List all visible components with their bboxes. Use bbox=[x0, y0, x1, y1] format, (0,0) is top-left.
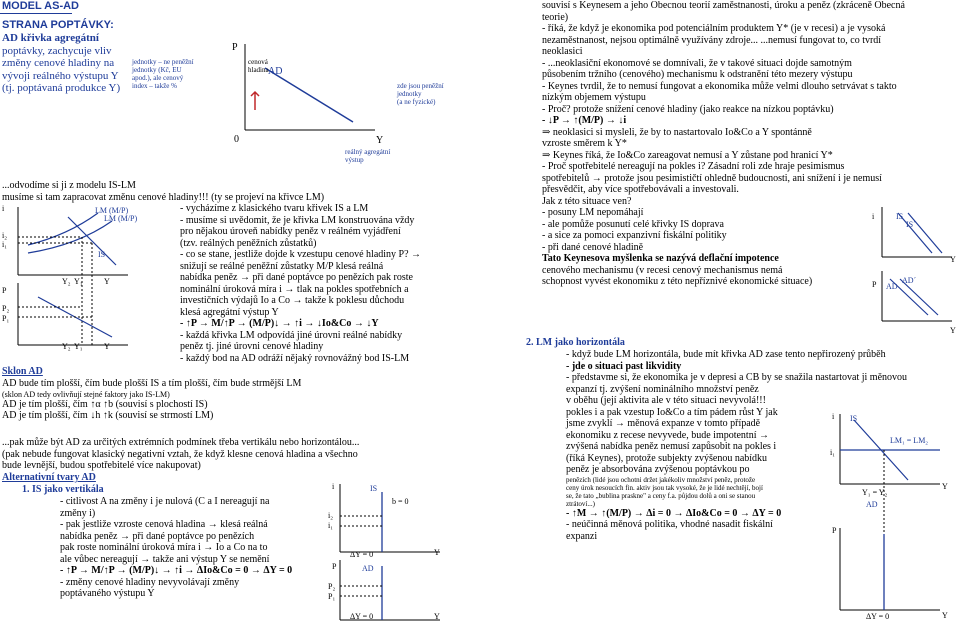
mid-l13: peněz tj. jiné úrovni cenové hladiny bbox=[180, 341, 324, 352]
g3-label-p1: P₁ bbox=[328, 592, 336, 601]
g4-is2-curve bbox=[908, 213, 942, 253]
g5-label-is: IS bbox=[850, 414, 858, 423]
g3-label-dy0: ΔY = 0 bbox=[350, 550, 374, 559]
g4-label-ad: AD bbox=[886, 282, 898, 291]
graph2-islm-chart bbox=[8, 205, 188, 355]
g2-label-yb: Y bbox=[104, 342, 110, 351]
r-l12: ⇒ neoklasici si mysleli, že by to nastartovalo Io&Co a Y spontánně bbox=[542, 126, 812, 138]
g5-label-y2: Y bbox=[942, 611, 948, 620]
r-l6: - ...neoklasiční ekonomové se domnívali, že v takové situaci dojde samotným bbox=[542, 57, 852, 69]
mid-l11: - ↑P → M/↑P → (M/P)↓ → ↑i → ↓Io&Co → ↓Y bbox=[180, 318, 379, 329]
lmh-l6: pokles i a pak vzestup Io&Co a tím pádem růst Y jak bbox=[566, 406, 778, 418]
g5-label-i: i bbox=[832, 412, 835, 421]
mid-l14: - každý bod na AD odráží nějaký rovnovážný bod IS-LM bbox=[180, 352, 410, 364]
section-title-demand: STRANA POPTÁVKY: bbox=[2, 19, 114, 31]
alt-item1: 1. IS jako vertikála bbox=[22, 484, 104, 495]
alt-l3: - pak jestliže vzroste cenová hladina → klesá reálná bbox=[60, 519, 268, 530]
lmh-l17: - neúčinná měnová politika, vhodné nasadit fiskální bbox=[566, 519, 773, 530]
g3-label-i1: i₁ bbox=[328, 521, 334, 530]
extreme-l1: ...pak může být AD za určitých extrémních podmínek třeba vertikálu nebo horizontálou... bbox=[2, 437, 360, 448]
g4-label-i: i bbox=[872, 212, 875, 221]
lmh-l11: peněz je absorbována zvýšenou poptávkou po bbox=[566, 464, 750, 475]
g4-label-ad2: AD´ bbox=[902, 276, 917, 285]
mid-l12: - každá křivka LM odpovídá jiné úrovni reálné nabídky bbox=[180, 329, 403, 341]
lmh-l13: ceny úrok nesoucích fin. aktiv jsou tak vysoké, že je lidé nechtějí, bojí bbox=[566, 483, 763, 492]
g2-label-is: IS bbox=[98, 250, 106, 259]
g3-label-y: Y bbox=[434, 548, 440, 557]
ad-def-l5: (tj. poptávaná produkce Y) bbox=[2, 82, 121, 95]
g1-note-l1: jednotky – ne peněžní bbox=[132, 58, 194, 66]
r-l20: - ale pomůže posunutí celé křivky IS doprava bbox=[542, 218, 724, 230]
g2-label-y2b: Y₂ bbox=[62, 342, 71, 351]
g1-label-p: P bbox=[232, 42, 238, 53]
g5-label-dy0: ΔY = 0 bbox=[866, 612, 890, 621]
lmh-l4: expanzí tj. zvýšení nominálního množství peněz bbox=[566, 383, 759, 395]
lmh-item2: 2. LM jako horizontála bbox=[526, 337, 625, 348]
ad-def-l1: AD křivka agregátní bbox=[2, 32, 99, 44]
g2-label-i1: i₁ bbox=[2, 240, 8, 249]
g1-y-note bbox=[345, 148, 390, 164]
r-l8: - Keynes tvrdil, že to nemusí fungovat a ekonomika může velmi dlouho setrvávat s takto bbox=[542, 80, 897, 92]
ad-definition bbox=[2, 32, 120, 95]
mid-l8: nominální úroková míra i → tlak na pokles spotřebních a bbox=[180, 283, 409, 295]
r-l5: neoklasici bbox=[542, 46, 583, 57]
g1-p-note-l2: hladina bbox=[248, 66, 269, 74]
r-l19: - posuny LM nepomáhají bbox=[542, 207, 644, 218]
alt-l2: změny i) bbox=[60, 507, 96, 519]
g4-label-is2: IS´ bbox=[906, 220, 916, 229]
g2-label-y: Y bbox=[104, 277, 110, 286]
mid-l3: pro nějakou úroveň nabídky peněz v reálném vyjádření bbox=[180, 226, 401, 237]
r-l1: souvisí s Keynesem a jeho Obecnou teorií zaměstnanosti, úroku a peněz (zkráceně Obecná bbox=[542, 0, 905, 11]
g4-label-y: Y bbox=[950, 255, 956, 264]
r-l14: ⇒ Keynes říká, že Io&Co zareagovat nemusí a Y zůstane pod hranicí Y* bbox=[542, 149, 833, 161]
g2-label-p2: P₂ bbox=[2, 304, 10, 313]
extreme-l3: bude levnější, budou spotřebitelé více nakupovat) bbox=[2, 460, 201, 471]
sklon-l2: (sklon AD tedy ovlivňují stejné faktory jako IS-LM) bbox=[2, 389, 170, 399]
g1-y-note-l2: výstup bbox=[345, 156, 364, 164]
mid-l4: (tzv. reálných peněžních zůstatků) bbox=[180, 237, 317, 249]
lmh-l7: jsme zvyklí → měnová expanze v tomto případě bbox=[566, 418, 761, 429]
alt-l6: ale vůbec nereagují → takže ani výstup Y se nemění bbox=[60, 553, 270, 565]
g1-label-ad: AD bbox=[268, 66, 283, 77]
r-l15: - Proč spotřebitelé nereagují na pokles i? Zásadní roli zde hraje pesimismus bbox=[542, 161, 845, 172]
graph1-note-left bbox=[132, 58, 194, 90]
g2-label-i2: i₂ bbox=[2, 231, 8, 240]
g1-red-arrow-icon bbox=[251, 92, 259, 110]
g2-label-y2: Y₂ bbox=[62, 277, 71, 286]
g2-label-lm1: LM (M/P) bbox=[95, 206, 129, 215]
g1-p-note bbox=[248, 58, 269, 74]
g1-label-origin: 0 bbox=[234, 134, 239, 145]
g1-y-note-l1: reálný agregátní bbox=[345, 148, 391, 156]
g2-lm-curve-1 bbox=[28, 213, 98, 245]
sklon-heading: Sklon AD bbox=[2, 366, 43, 377]
g1-note-l4: index – takže % bbox=[132, 82, 177, 90]
lmh-l2: - jde o situaci past likvidity bbox=[566, 360, 682, 372]
page-title: MODEL AS-AD bbox=[2, 0, 79, 12]
r-l9: nízkým objemem výstupu bbox=[542, 92, 646, 103]
sklon-l3: AD je tím plošší, čím ↑α ↑b (souvisí s plochostí IS) bbox=[2, 398, 208, 410]
g3-label-p2: P₂ bbox=[328, 582, 336, 591]
ad-def-l2: poptávky, zachycuje vliv bbox=[2, 44, 112, 57]
g1-note-l3: apod.), ale cenový bbox=[132, 74, 184, 82]
alt-text bbox=[60, 496, 292, 600]
r-l25: schopnost vyvést ekonomiku z této nepříznivé ekonomické situace) bbox=[542, 276, 813, 287]
r-l13: vzroste směrem k Y* bbox=[542, 138, 627, 149]
mid-l10: klesá agregátní výstup Y bbox=[180, 306, 279, 318]
islm-explanation bbox=[180, 203, 421, 364]
alt-l4: nabídka peněz → při dané poptávce po penězích bbox=[60, 530, 255, 542]
ad-def-l3: změny cenové hladiny na bbox=[2, 57, 115, 70]
lmh-l14: se, že tato „bublina praskne" a ceny f.a. půjdou dolů a oni se stanou bbox=[566, 491, 756, 500]
extreme-l2: (pak nebude fungovat klasický negativní vztah, že když klesne cenová hladina a všechno bbox=[2, 448, 358, 460]
g3-label-is: IS bbox=[370, 484, 378, 493]
g3-label-i2: i₂ bbox=[328, 511, 334, 520]
g3-label-p: P bbox=[332, 562, 337, 571]
g5-label-y12: Y₁ = Y₂ bbox=[862, 488, 888, 497]
alt-l8: - změny cenové hladiny nevyvolávají změny bbox=[60, 576, 240, 588]
alt-l7: - ↑P → M/↑P → (M/P)↓ → ↑i → ΔIo&Co = 0 → ΔY = 0 bbox=[60, 565, 293, 576]
g4-label-is: IS bbox=[896, 212, 904, 221]
g2-label-y1b: Y₁ bbox=[74, 342, 83, 351]
g3-label-y2: Y bbox=[434, 612, 440, 621]
lmh-l16: - ↑M → ↑(M/P) → Δi = 0 → ΔIo&Co = 0 → ΔY = 0 bbox=[566, 507, 782, 519]
r-l21: - a sice za pomoci expanzivní fiskální politiky bbox=[542, 230, 727, 241]
g2-label-p: P bbox=[2, 286, 7, 295]
g5-label-p: P bbox=[832, 526, 837, 535]
sklon-l1: AD bude tím plošší, čím bude plošší IS a tím plošší, čím bude strmější LM bbox=[2, 378, 302, 389]
r-l18: Jak z této situace ven? bbox=[542, 195, 632, 207]
r-l11: - ↓P → ↑(M/P) → ↓i bbox=[542, 115, 627, 126]
g1-note-r3: (a ne fyzické) bbox=[397, 98, 436, 106]
lmh-l1: - když bude LM horizontála, bude mít křivka AD zase tento nepřirozený průběh bbox=[566, 349, 886, 360]
lmh-l12: penězích (lidé jsou ochotni držet jakékoliv množství peněz, protože bbox=[566, 475, 756, 484]
mid-l5: - co se stane, jestliže dojde k vzestupu cenové hladiny P? → bbox=[180, 249, 422, 260]
r-l7: působením tržního (cenového) mechanismu k odstranění této mezery výstupu bbox=[542, 69, 853, 80]
g2-label-lm2: LM (M/P) bbox=[104, 214, 138, 223]
lmh-l10: (říká Keynes), protože subjekty zvýšenou nabídku bbox=[566, 452, 768, 464]
lmh-l9: zvýšená nabídka peněz nemusí zapůsobit na pokles i bbox=[566, 441, 777, 452]
lmh-l5: v oběhu (její aktivita ale v této situaci nevyvolá!!! bbox=[566, 395, 766, 406]
g3-label-ad: AD bbox=[362, 564, 374, 573]
g4-label-y2: Y bbox=[950, 326, 956, 335]
r-l3: - říká, že když je ekonomika pod potenciálním produktem Y* (je v recesi) a je vysoká bbox=[542, 23, 886, 34]
keynes-text bbox=[542, 0, 905, 288]
g2-label-i: i bbox=[2, 204, 5, 213]
extreme-text bbox=[2, 437, 359, 472]
mid-l7: nabídka peněz → při dané poptávce po penězích pak roste bbox=[180, 272, 413, 283]
g5-label-y: Y bbox=[942, 482, 948, 491]
g1-note-r2: jednotky bbox=[397, 90, 422, 98]
sklon-l4: AD je tím plošší, čím ↓h ↑k (souvisí se strmostí LM) bbox=[2, 410, 214, 421]
r-l23: Tato Keynesova myšlenka se nazývá deflační impotence bbox=[542, 253, 779, 264]
r-l16: spotřebitelů → protože jsou pesimističtí ohledně budoucnosti, ani snížení i je nemusí bbox=[542, 172, 882, 184]
intro-l2: musíme si tam zapracovat změnu cenové hladiny!!! (ty se projeví na křivce LM) bbox=[2, 191, 325, 203]
title-divider bbox=[0, 13, 72, 14]
lmh-l15: ztrátoví...) bbox=[566, 499, 595, 508]
g2-label-y1: Y₁ bbox=[74, 277, 83, 286]
g5-label-i1: i₁ bbox=[830, 448, 836, 457]
r-l17: přesvědčit, aby více spotřebovávali a investovali. bbox=[542, 184, 739, 195]
mid-l6: snižují se reálné peněžní zůstatky M/P klesá reálná bbox=[180, 260, 384, 272]
g1-p-note-l1: cenová bbox=[248, 58, 268, 66]
lmh-l8: ekonomiku z recese nevyvede, bude impotentní → bbox=[566, 429, 769, 441]
r-l22: - při dané cenové hladině bbox=[542, 241, 644, 253]
mid-l1: - vycházíme z klasického tvaru křivek IS a LM bbox=[180, 203, 369, 214]
graph4-is-shift-chart bbox=[878, 205, 958, 325]
g3-label-i: i bbox=[332, 482, 335, 491]
g4-label-p: P bbox=[872, 280, 877, 289]
r-l2: teorie) bbox=[542, 11, 569, 23]
ad-def-l4: vývoji reálného výstupu Y bbox=[2, 69, 119, 82]
alt-heading: Alternativní tvary AD bbox=[2, 472, 96, 483]
g1-note-right bbox=[397, 82, 444, 106]
alt-l5: pak roste nominální úroková míra i → Io a Co na to bbox=[60, 542, 268, 553]
alt-l1: - citlivost A na změny i je nulová (C a I nereagují na bbox=[60, 496, 270, 507]
g1-label-y: Y bbox=[376, 135, 384, 146]
g3-label-b0: b = 0 bbox=[392, 497, 409, 506]
mid-l9: investičních výdajů Io a Co → takže k poklesu důchodu bbox=[180, 295, 405, 306]
intro-l1: ...odvodíme si ji z modelu IS-LM bbox=[2, 180, 136, 191]
g5-label-ad: AD bbox=[866, 500, 878, 509]
mid-l2: - musíme si uvědomit, že je křivka LM konstruována vždy bbox=[180, 214, 415, 226]
g1-note-r1: zde jsou peněžní bbox=[397, 82, 444, 90]
r-l4: nezaměstnanost, nejsou optimálně využívány zdroje... ...nemusí fungovat to, co tvrdí bbox=[542, 34, 882, 46]
lmh-l3: - představme si, že ekonomika je v depresi a CB by se snažila nastartovat ji měnovou bbox=[566, 372, 908, 383]
g5-label-lm: LM₁ = LM₂ bbox=[890, 436, 929, 445]
sklon-text bbox=[2, 378, 301, 422]
r-l10: - Proč? protože snížení cenové hladiny (jako reakce na nízkou poptávku) bbox=[542, 103, 834, 115]
g2-label-p1: P₁ bbox=[2, 314, 10, 323]
lmh-l18: expanzi bbox=[566, 530, 598, 542]
intro-text bbox=[2, 180, 324, 203]
g1-note-l2: jednotky (Kč, EU bbox=[132, 66, 182, 74]
alt-l9: poptávaného výstupu Y bbox=[60, 588, 155, 599]
r-l24: cenového mechanismu (v recesi cenový mechanismus nemá bbox=[542, 264, 783, 276]
g3-label-dy0b: ΔY = 0 bbox=[350, 612, 374, 621]
